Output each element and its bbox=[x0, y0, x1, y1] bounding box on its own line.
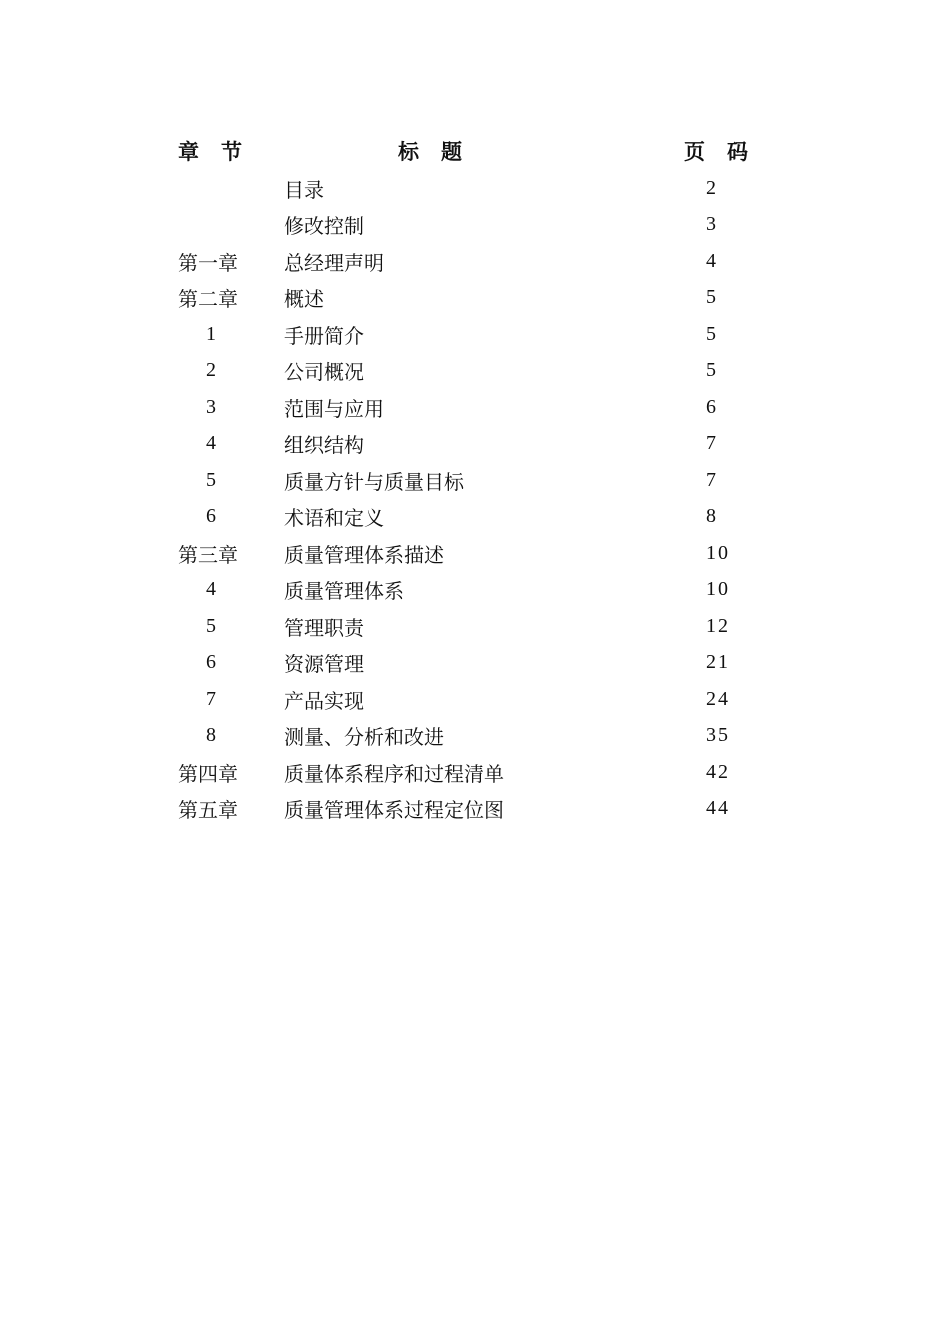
toc-entry-page: 42 bbox=[706, 760, 730, 783]
toc-entry-chapter: 第四章 bbox=[178, 761, 238, 786]
toc-entry bbox=[178, 572, 758, 609]
toc-entry-title: 测量、分析和改进 bbox=[284, 725, 444, 750]
toc-entry-title: 管理职责 bbox=[284, 615, 364, 640]
toc-entry-page: 4 bbox=[706, 249, 718, 272]
toc-entry bbox=[178, 499, 758, 536]
toc-entry-page: 6 bbox=[706, 395, 718, 418]
toc-entry-page: 8 bbox=[706, 505, 718, 528]
toc-entry-title: 组织结构 bbox=[284, 433, 364, 458]
toc-entry-title: 手册简介 bbox=[284, 323, 364, 348]
toc-entry-page: 5 bbox=[706, 322, 718, 345]
toc-entry-page: 5 bbox=[706, 286, 718, 309]
toc-entry bbox=[178, 791, 758, 828]
toc-entry bbox=[178, 207, 758, 244]
toc-entry-page: 44 bbox=[706, 797, 730, 820]
toc-entry bbox=[178, 389, 758, 426]
toc-rows bbox=[178, 170, 758, 827]
toc-entry-page: 5 bbox=[706, 359, 718, 382]
toc-entry-page: 7 bbox=[706, 432, 718, 455]
header-title: 标 题 bbox=[398, 139, 463, 164]
toc-entry-chapter: 第二章 bbox=[178, 287, 238, 312]
toc-entry-title: 质量方针与质量目标 bbox=[284, 469, 464, 494]
toc-entry-chapter: 6 bbox=[206, 505, 216, 528]
toc-entry-page: 7 bbox=[706, 468, 718, 491]
toc-entry-page: 35 bbox=[706, 724, 730, 747]
toc-entry bbox=[178, 681, 758, 718]
toc-entry bbox=[178, 170, 758, 207]
toc-entry-title: 产品实现 bbox=[284, 688, 364, 713]
toc-entry-page: 3 bbox=[706, 213, 718, 236]
toc-entry-chapter: 7 bbox=[206, 687, 216, 710]
toc-entry bbox=[178, 243, 758, 280]
toc-entry-chapter: 4 bbox=[206, 432, 216, 455]
toc-entry-page: 10 bbox=[706, 578, 730, 601]
toc-entry-chapter: 8 bbox=[206, 724, 216, 747]
toc-entry-page: 12 bbox=[706, 614, 730, 637]
toc-entry-title: 质量体系程序和过程清单 bbox=[284, 761, 504, 786]
toc-entry-chapter: 5 bbox=[206, 614, 216, 637]
table-of-contents bbox=[178, 132, 758, 827]
toc-entry-title: 质量管理体系过程定位图 bbox=[284, 798, 504, 823]
toc-entry bbox=[178, 426, 758, 463]
toc-entry bbox=[178, 462, 758, 499]
toc-header-row bbox=[178, 132, 758, 170]
header-page: 页 码 bbox=[684, 139, 749, 164]
toc-entry bbox=[178, 754, 758, 791]
toc-entry-title: 目录 bbox=[284, 177, 324, 202]
toc-entry bbox=[178, 316, 758, 353]
toc-entry-title: 范围与应用 bbox=[284, 396, 384, 421]
toc-entry-chapter: 6 bbox=[206, 651, 216, 674]
toc-entry-page: 2 bbox=[706, 176, 718, 199]
toc-entry bbox=[178, 645, 758, 682]
toc-entry-title: 公司概况 bbox=[284, 360, 364, 385]
toc-entry-chapter: 第一章 bbox=[178, 250, 238, 275]
toc-entry-chapter: 第五章 bbox=[178, 798, 238, 823]
toc-entry-chapter: 4 bbox=[206, 578, 216, 601]
toc-entry bbox=[178, 535, 758, 572]
toc-entry-title: 术语和定义 bbox=[284, 506, 384, 531]
toc-entry-chapter: 2 bbox=[206, 359, 216, 382]
toc-entry-page: 24 bbox=[706, 687, 730, 710]
toc-entry bbox=[178, 718, 758, 755]
toc-entry-title: 质量管理体系描述 bbox=[284, 542, 444, 567]
toc-entry-chapter: 5 bbox=[206, 468, 216, 491]
toc-entry-title: 概述 bbox=[284, 287, 324, 312]
toc-entry-title: 总经理声明 bbox=[284, 250, 384, 275]
toc-entry-page: 21 bbox=[706, 651, 730, 674]
toc-entry bbox=[178, 353, 758, 390]
toc-entry-title: 质量管理体系 bbox=[284, 579, 404, 604]
toc-entry-chapter: 第三章 bbox=[178, 542, 238, 567]
toc-entry-title: 资源管理 bbox=[284, 652, 364, 677]
toc-entry-chapter: 3 bbox=[206, 395, 216, 418]
toc-entry-title: 修改控制 bbox=[284, 214, 364, 239]
toc-entry-page: 10 bbox=[706, 541, 730, 564]
toc-entry-chapter: 1 bbox=[206, 322, 216, 345]
toc-entry bbox=[178, 280, 758, 317]
toc-entry bbox=[178, 608, 758, 645]
header-chapter: 章 节 bbox=[178, 139, 243, 164]
